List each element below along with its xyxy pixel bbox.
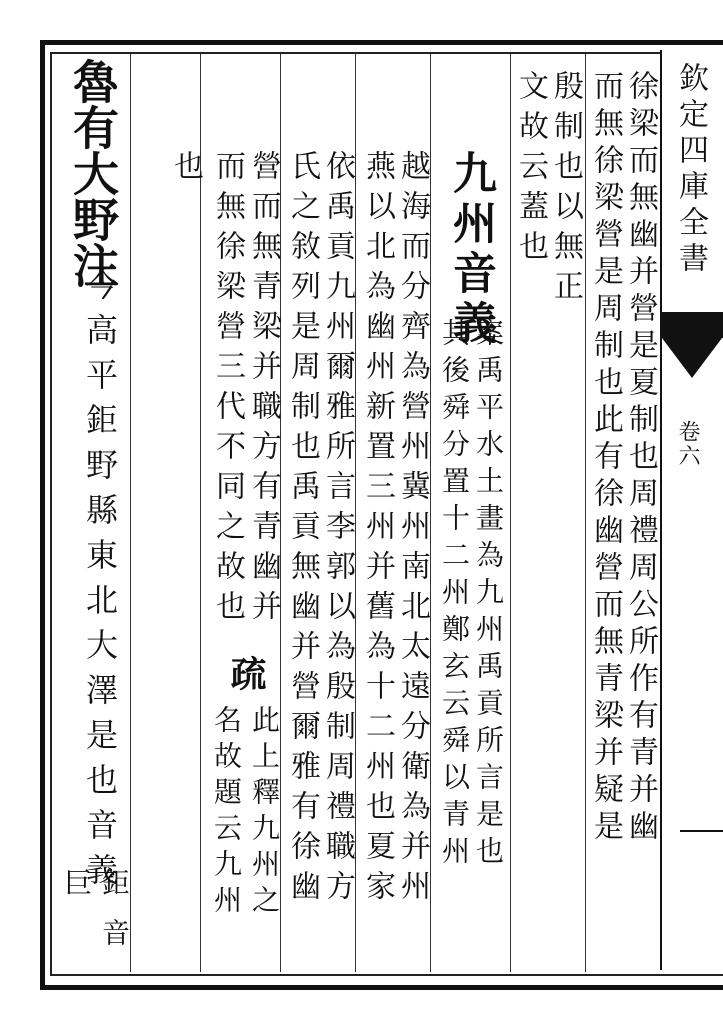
column-rule <box>585 54 586 972</box>
fishtail-mark <box>662 338 722 378</box>
column-4a-text: 而無徐梁營三代不同之故也 <box>210 150 245 630</box>
column-6a-text: 燕以北為幽州新置三州并舊為十二州也夏家 <box>360 150 395 910</box>
column-rule <box>200 54 201 972</box>
column-1-main: 魯有大野注 <box>66 58 120 288</box>
column-4-after-right: 此上釋九州之 <box>248 705 281 921</box>
column-7-note-left: 其後舜分置十二州鄭玄云舜以青州 <box>438 318 471 873</box>
column-4b-text: 營而無青梁并職方有青幽并 <box>246 150 281 630</box>
column-1-tail-left: 巨 <box>60 868 93 906</box>
column-4-shu-marker: 疏 <box>225 655 267 701</box>
column-6b-text: 越海而分齊為營州冀州南北太遠分衛為并州 <box>395 150 430 910</box>
column-5a-text: 氏之敘列是周制也禹貢無幽并營爾雅有徐幽 <box>285 150 320 910</box>
book-title: 欽定四庫全書 <box>673 62 708 278</box>
column-rule <box>510 54 511 972</box>
column-7-note-right: 案禹平水土畫為九州禹貢所言是也 <box>472 318 505 873</box>
column-8a-text: 文故云蓋也 <box>513 70 548 270</box>
fishtail-bar <box>662 312 723 338</box>
volume-label: 卷六 <box>675 420 700 468</box>
section-title: 九州音義 <box>445 150 496 350</box>
column-rule <box>430 54 431 972</box>
column-9a-text: 而無徐梁營是周制也此有徐幽營而無青梁并疑是 <box>588 70 623 847</box>
column-8b-text: 殷制也以無正 <box>548 70 583 310</box>
column-9b-text: 徐梁而無幽并營是夏制也周禮周公所作有青并幽 <box>623 70 658 847</box>
column-3-text: 也 <box>168 150 203 190</box>
side-tick <box>680 830 723 832</box>
column-4-after-left: 名故題云九州 <box>210 705 243 921</box>
column-rule <box>130 54 131 972</box>
column-1-note: 今高平鉅野縣東北大澤是也音義 <box>81 268 119 898</box>
column-1-tail-right: 鉅音 <box>98 868 131 968</box>
column-rule <box>355 54 356 972</box>
column-5b-text: 依禹貢九州爾雅所言李郭以為殷制周禮職方 <box>320 150 355 910</box>
